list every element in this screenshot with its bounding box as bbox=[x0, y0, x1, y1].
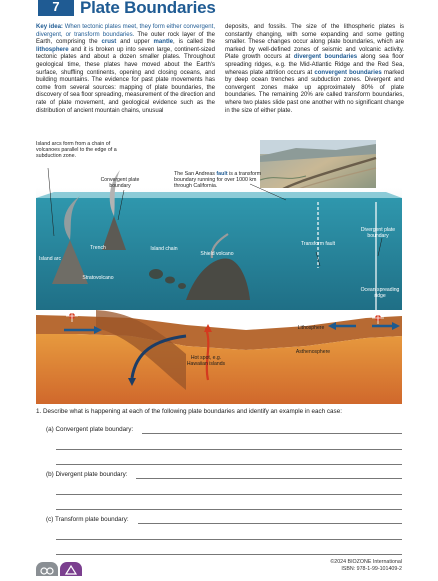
intro-left-run-6: , is called the bbox=[173, 39, 215, 46]
callout-island-arcs: Island arcs form from a chain of volcanoes parallel to the edge of a subduction zone. bbox=[36, 141, 117, 160]
activity-number: 7 bbox=[38, 0, 74, 16]
san-andreas-callout-run-0: The San Andreas bbox=[174, 171, 217, 177]
intro-left-run-1: When tectonic plates meet, they form either convergent, divergent, or transform boundaries. bbox=[36, 24, 215, 38]
intro-right-run-0: deposits, and fossils. The size of the lithospheric plates is constantly changing, with some expanding and some getting smaller. These changes occur along plate boundaries, which are marked by well-defined zones of seismic and volcanic activity. Plate growth occurs at bbox=[225, 24, 404, 61]
answer-line-1a-3[interactable] bbox=[56, 464, 402, 465]
intro-right-run-4: marked by deep ocean trenches and subduction zones. Divergent and convergent zones make up approximately 80% of plate boundaries. The remaining 20% are called transform boundaries, where two plates slide past one another with no significant change in the size of either plate. bbox=[225, 69, 404, 114]
intro-right-run-3: convergent boundaries bbox=[314, 69, 382, 76]
label-transform-fault: Transform fault bbox=[300, 241, 336, 247]
label-stratovolcano: Stratovolcano bbox=[82, 275, 114, 281]
activity-type-icon bbox=[36, 562, 58, 576]
san-andreas-callout-run-2: is a transform boundary running for over 1000 km through California. bbox=[174, 171, 262, 190]
answer-line-1c-2[interactable] bbox=[56, 539, 402, 540]
label-asthenosphere: Asthenosphere bbox=[295, 349, 331, 355]
label-island-arc: Island arc bbox=[38, 256, 62, 262]
curriculum-icon bbox=[60, 562, 82, 576]
intro-right-column bbox=[225, 24, 404, 115]
answer-line-1b-3[interactable] bbox=[56, 509, 402, 510]
intro-left-run-0: Key idea: bbox=[36, 24, 63, 30]
question-1-intro: 1. Describe what is happening at each of the following plate boundaries and identify an example in each case: bbox=[36, 408, 342, 415]
intro-left-run-2: The outer rock layer of the Earth, comprising the bbox=[36, 31, 215, 46]
question-1a-label: (a) Convergent plate boundary: bbox=[46, 426, 134, 433]
label-convergent-boundary: Convergent plate boundary bbox=[100, 177, 140, 189]
intro-left-run-7: lithosphere bbox=[36, 46, 69, 53]
san-andreas-callout-run-1: fault bbox=[216, 171, 228, 177]
intro-left-run-5: mantle bbox=[153, 39, 174, 46]
plate-boundaries-diagram bbox=[36, 140, 402, 404]
page-header bbox=[0, 0, 438, 16]
answer-line-1b-2[interactable] bbox=[56, 494, 402, 495]
label-trench: Trench bbox=[90, 245, 106, 251]
label-island-chain: Island chain bbox=[150, 246, 178, 252]
label-divergent-boundary: Divergent plate boundary bbox=[360, 227, 396, 239]
isbn-text: ISBN: 978-1-99-101409-2 bbox=[341, 565, 402, 572]
answer-line-1b-1[interactable] bbox=[136, 478, 402, 479]
footer-copyright bbox=[330, 559, 402, 572]
label-lithosphere: Lithosphere bbox=[297, 325, 325, 331]
intro-left-run-8: and it is broken up into seven large, continent-sized tectonic plates and about a dozen smaller plates. Throughout geological time, these plates have moved about the Earth's surface, shuffling continents, opening and closing oceans, and building mountains. The evidence for past plate movements has come from several sources: mapping of plate boundaries, the discovery of sea floor spreading, measurement of the direction and rate of plate movement, and geological evidence such as the distribution of ancient mountain chains, unusual bbox=[36, 46, 215, 114]
label-shield-volcano: Shield volcano bbox=[200, 251, 234, 257]
question-1b-label: (b) Divergent plate boundary: bbox=[46, 471, 128, 478]
intro-left-column bbox=[36, 24, 215, 115]
footer-icons bbox=[36, 562, 84, 576]
intro-right-run-2: along sea floor spreading ridges, e.g. the Mid-Atlantic Ridge and the Red Sea, whereas plate attrition occurs at bbox=[225, 54, 404, 76]
label-ocean-spreading-ridge: Ocean spreading ridge bbox=[360, 287, 400, 299]
intro-left-run-3: crust bbox=[101, 39, 117, 46]
callout-san-andreas bbox=[174, 171, 266, 190]
answer-line-1a-1[interactable] bbox=[142, 433, 402, 434]
intro-right-run-1: divergent boundaries bbox=[293, 54, 358, 61]
question-1c-label: (c) Transform plate boundary: bbox=[46, 516, 129, 523]
answer-line-1a-2[interactable] bbox=[56, 449, 402, 450]
answer-line-1c-3[interactable] bbox=[56, 554, 402, 555]
intro-left-run-4: and upper bbox=[116, 39, 154, 46]
label-hot-spot: Hot spot, e.g. Hawaiian islands bbox=[186, 355, 226, 367]
copyright-text: ©2024 BIOZONE International bbox=[330, 559, 402, 566]
answer-line-1c-1[interactable] bbox=[138, 523, 402, 524]
page-title: Plate Boundaries bbox=[80, 0, 216, 17]
